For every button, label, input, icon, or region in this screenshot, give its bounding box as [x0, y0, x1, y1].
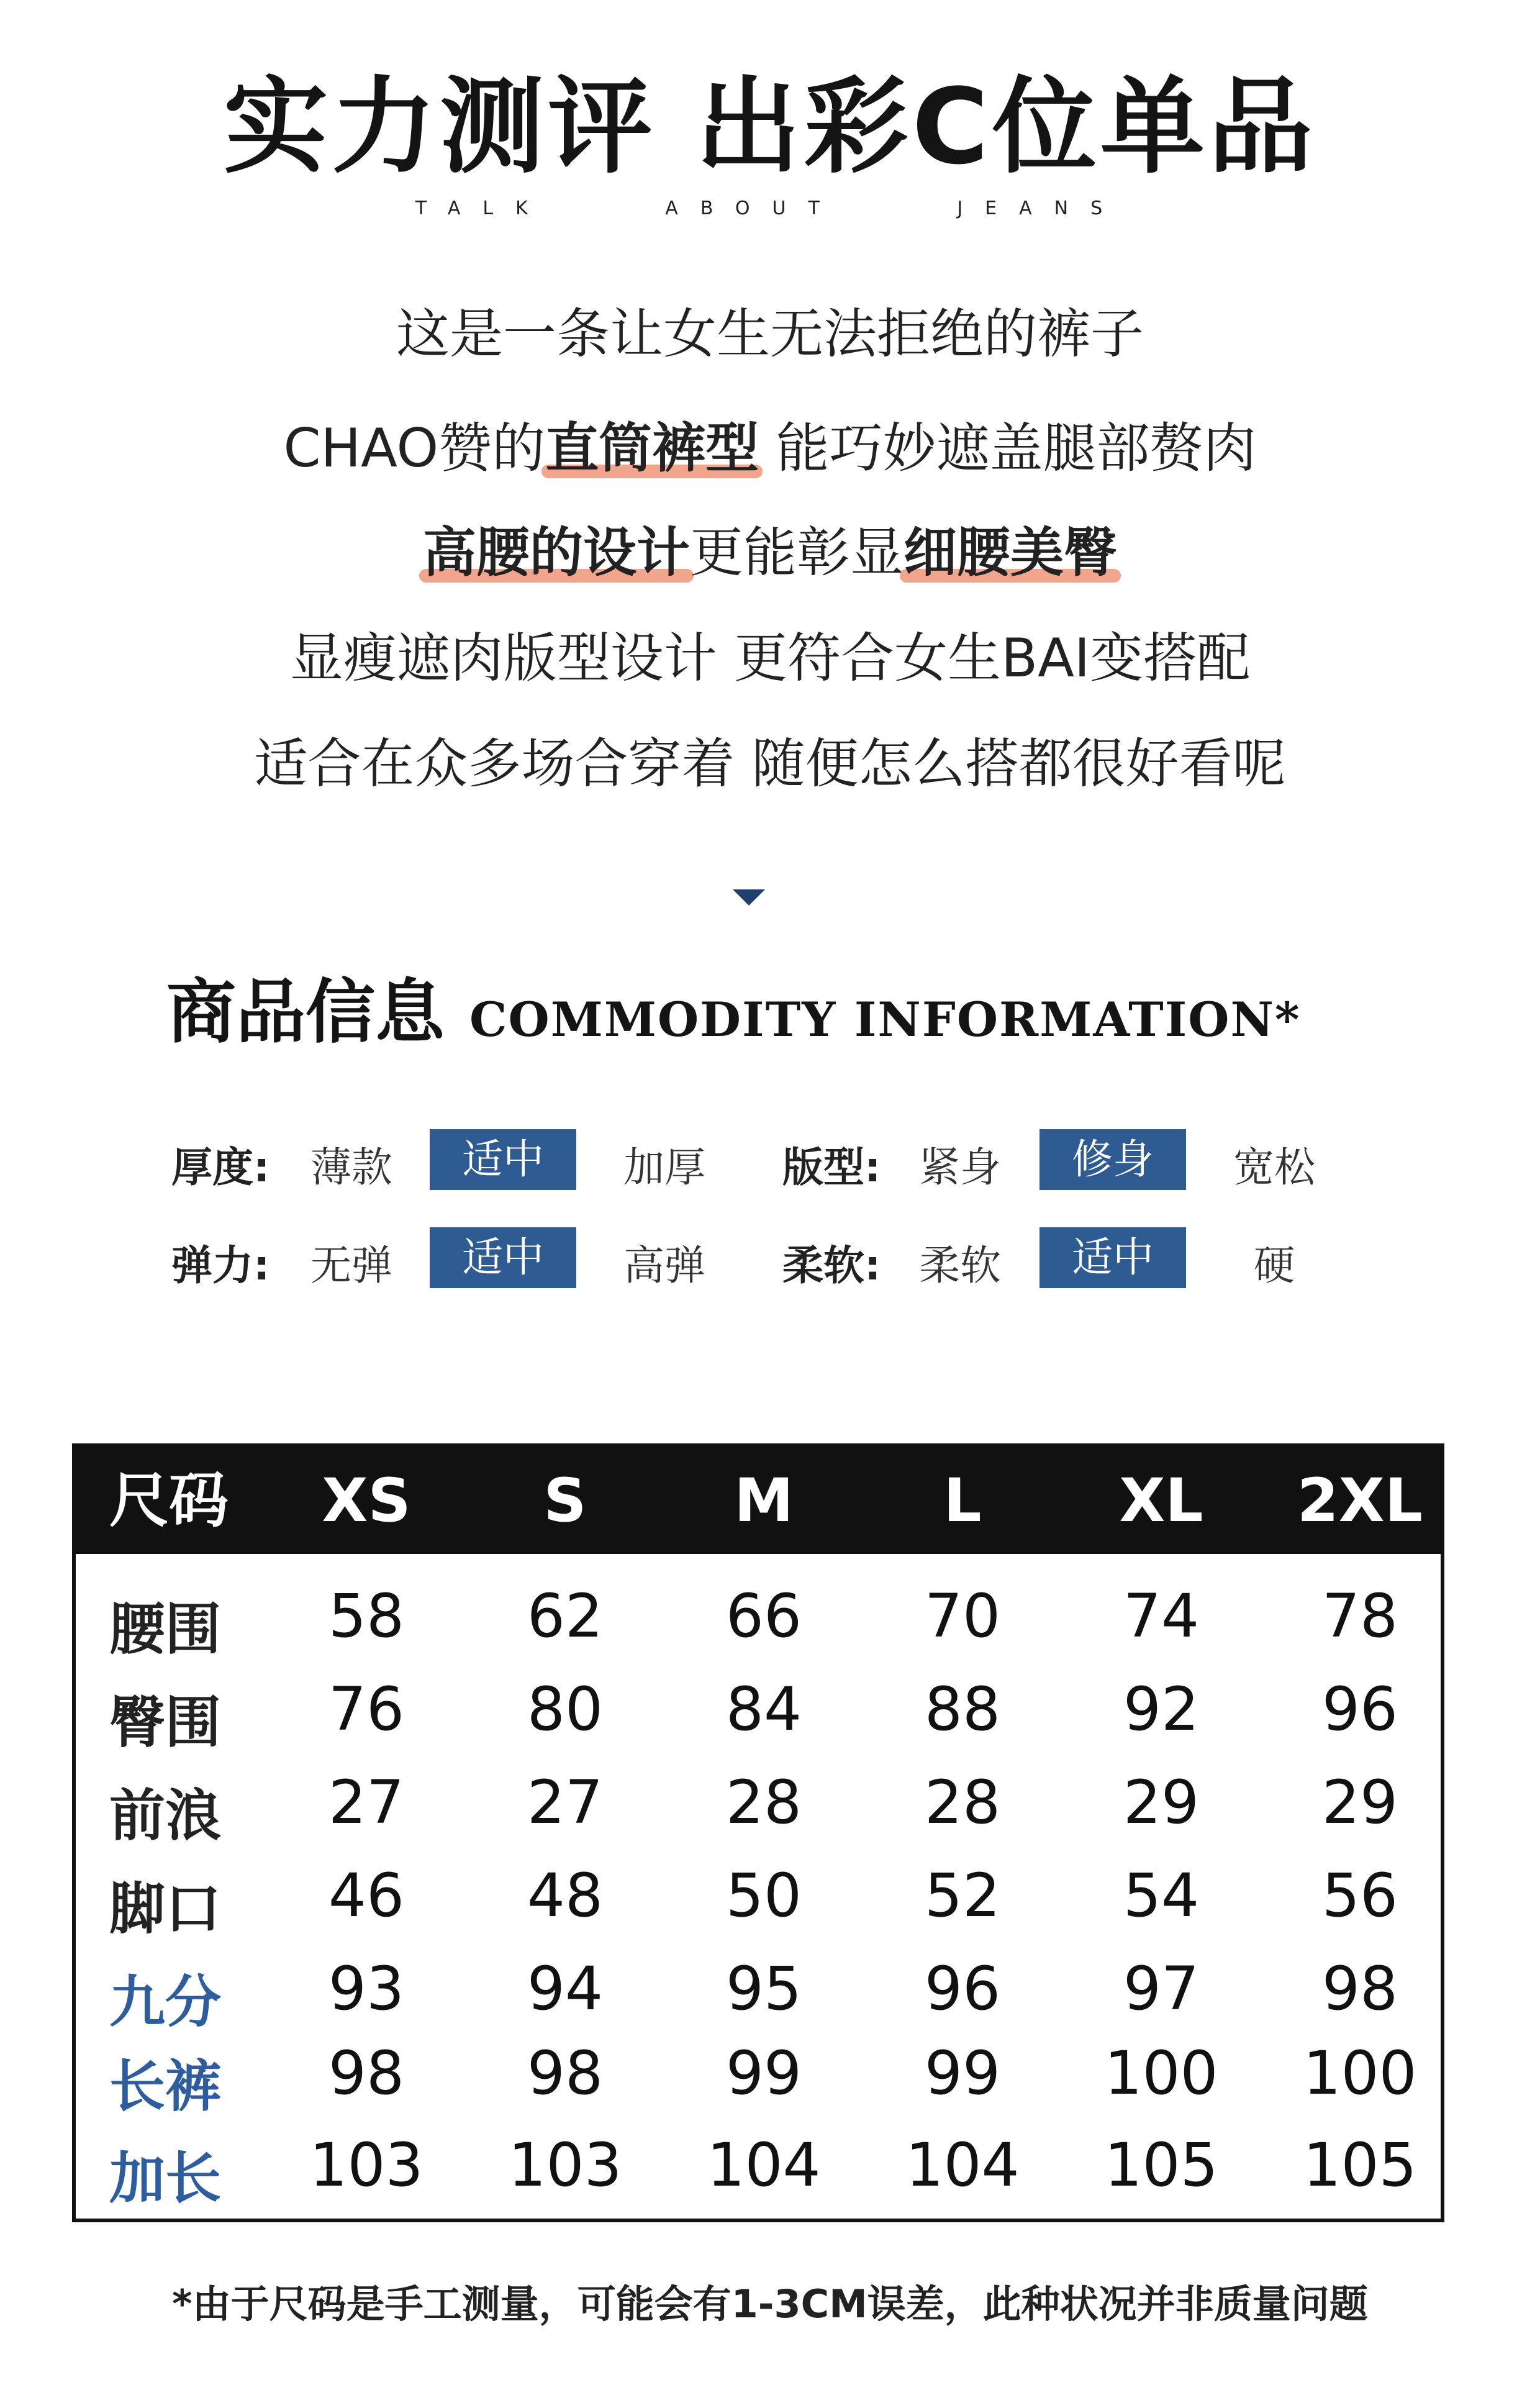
- row-label: 加长: [109, 2146, 221, 2211]
- subtitle-word: JEANS: [957, 198, 1125, 219]
- description-line-5: 适合在众多场合穿着 随便怎么搭都很好看呢: [254, 733, 1286, 795]
- attr-option: 高弹: [623, 1242, 705, 1289]
- commodity-info-heading: [166, 956, 1301, 1056]
- attr-label: 厚度:: [171, 1143, 270, 1191]
- table-cell: 62: [527, 1581, 604, 1651]
- attr-option: 硬: [1254, 1242, 1295, 1289]
- row-label: 脚口: [109, 1876, 221, 1942]
- chevron-down-icon: [733, 889, 765, 906]
- desc-text: 更能彰显: [690, 522, 904, 584]
- description-line-2: [0, 405, 1540, 482]
- highlight-high-waist: 高腰的设计: [423, 509, 690, 586]
- header-cell: M: [734, 1466, 794, 1535]
- subtitle-word: TALK: [415, 198, 550, 219]
- attr-option: 薄款: [310, 1143, 392, 1191]
- table-cell: 100: [1104, 2038, 1218, 2108]
- table-cell: 105: [1104, 2130, 1218, 2200]
- table-cell: 28: [725, 1768, 802, 1837]
- size-table: [72, 1443, 1444, 2222]
- attr-option: 柔软: [919, 1242, 1001, 1289]
- header-cell: XS: [322, 1466, 411, 1535]
- table-cell: 88: [924, 1674, 1001, 1744]
- table-cell: 46: [328, 1861, 405, 1930]
- table-cell: 104: [905, 2130, 1020, 2200]
- table-header: [76, 1447, 1441, 1554]
- highlight-slim-waist: 细腰美臀: [904, 509, 1117, 586]
- table-cell: 94: [527, 1954, 604, 2024]
- table-cell: 74: [1123, 1581, 1200, 1651]
- page-title: 实力测评 出彩C位单品: [224, 66, 1316, 188]
- measurement-footnote: *由于尺码是手工测量，可能会有1-3CM误差，此种状况并非质量问题: [172, 2281, 1368, 2327]
- table-cell: 105: [1303, 2130, 1417, 2200]
- heading-cn: 商品信息: [166, 971, 445, 1053]
- attr-option-selected: 修身: [1040, 1129, 1186, 1190]
- attr-label: 版型:: [782, 1143, 881, 1191]
- description-line-1: 这是一条让女生无法拒绝的裤子: [396, 303, 1144, 365]
- table-cell: 99: [725, 2038, 802, 2108]
- table-cell: 98: [328, 2038, 405, 2108]
- subtitle-talk-about-jeans: [0, 198, 1540, 219]
- table-cell: 28: [924, 1768, 1001, 1837]
- table-cell: 70: [924, 1581, 1001, 1651]
- description-line-4: 显瘦遮肉版型设计 更符合女生BAI变搭配: [289, 627, 1251, 689]
- desc-text: 能巧妙遮盖腿部赘肉: [759, 417, 1257, 479]
- table-cell: 92: [1123, 1674, 1200, 1744]
- attr-option: 宽松: [1233, 1143, 1315, 1191]
- table-cell: 48: [527, 1861, 604, 1930]
- table-cell: 66: [725, 1581, 802, 1651]
- attr-option-selected: 适中: [430, 1227, 576, 1288]
- table-cell: 97: [1123, 1954, 1200, 2024]
- header-cell: L: [943, 1466, 982, 1535]
- attr-option: 无弹: [310, 1242, 392, 1289]
- attr-option: 紧身: [919, 1143, 1001, 1191]
- table-cell: 104: [707, 2130, 821, 2200]
- heading-en: COMMODITY INFORMATION*: [469, 992, 1301, 1047]
- table-cell: 54: [1123, 1861, 1200, 1930]
- attr-option-selected: 适中: [1040, 1227, 1186, 1288]
- table-cell: 76: [328, 1674, 405, 1744]
- description-line-3: [0, 509, 1540, 586]
- table-cell: 84: [725, 1674, 802, 1744]
- table-cell: 29: [1123, 1768, 1200, 1837]
- row-label: 九分: [109, 1969, 221, 2035]
- attr-option-selected: 适中: [430, 1129, 576, 1190]
- table-cell: 58: [328, 1581, 405, 1651]
- attr-option: 加厚: [623, 1143, 705, 1191]
- table-cell: 100: [1303, 2038, 1417, 2108]
- table-cell: 95: [725, 1954, 802, 2024]
- row-label: 长裤: [109, 2054, 221, 2119]
- table-cell: 50: [725, 1861, 802, 1930]
- row-label: 腰围: [109, 1597, 221, 1662]
- row-label: 臀围: [109, 1690, 221, 1755]
- highlight-straight-cut: 直筒裤型: [545, 405, 759, 482]
- table-cell: 98: [527, 2038, 604, 2108]
- desc-text: CHAO赞的: [283, 417, 546, 479]
- attr-label: 弹力:: [171, 1242, 270, 1289]
- table-cell: 29: [1321, 1768, 1398, 1837]
- table-cell: 96: [924, 1954, 1001, 2024]
- attr-label: 柔软:: [782, 1242, 881, 1289]
- table-cell: 103: [508, 2130, 622, 2200]
- table-cell: 56: [1321, 1861, 1398, 1930]
- header-cell: S: [543, 1466, 587, 1535]
- table-cell: 103: [309, 2130, 424, 2200]
- table-cell: 78: [1321, 1581, 1398, 1651]
- table-cell: 98: [1321, 1954, 1398, 2024]
- table-cell: 27: [527, 1768, 604, 1837]
- table-cell: 52: [924, 1861, 1001, 1930]
- header-cell: 2XL: [1297, 1466, 1423, 1535]
- row-label: 前浪: [109, 1783, 221, 1848]
- header-cell: 尺码: [109, 1466, 229, 1535]
- header-cell: XL: [1119, 1466, 1203, 1535]
- table-cell: 96: [1321, 1674, 1398, 1744]
- subtitle-word: ABOUT: [665, 198, 842, 219]
- table-cell: 80: [527, 1674, 604, 1744]
- table-cell: 27: [328, 1768, 405, 1837]
- table-cell: 99: [924, 2038, 1001, 2108]
- table-cell: 93: [328, 1954, 405, 2024]
